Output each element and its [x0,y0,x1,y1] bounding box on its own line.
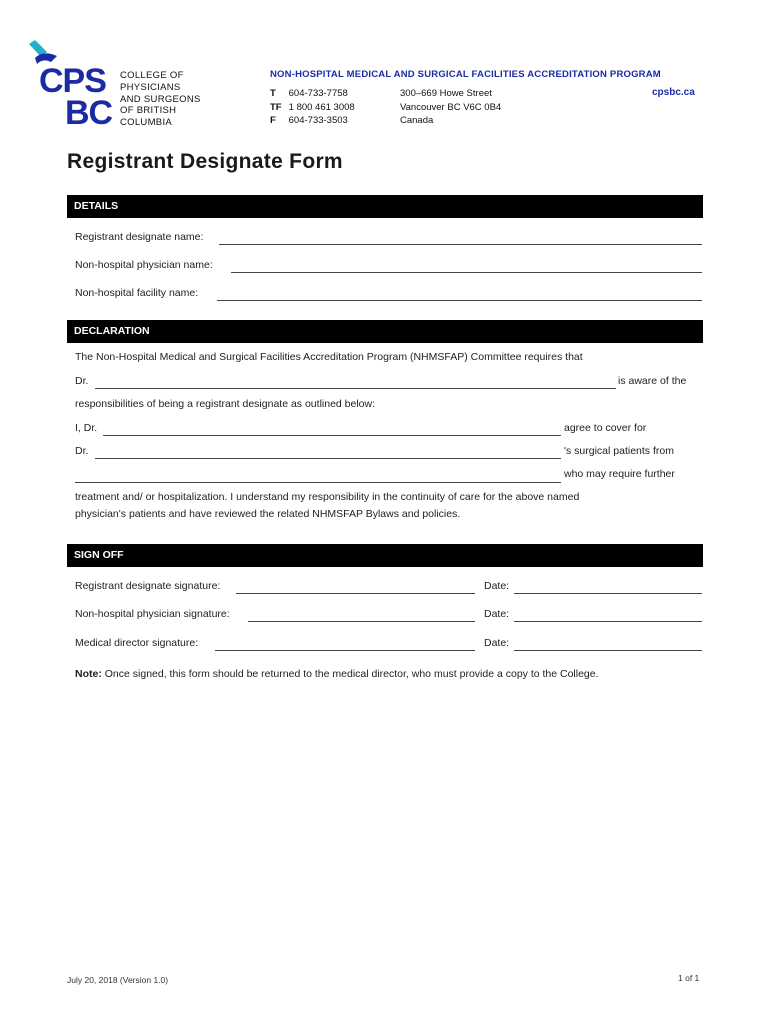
svg-text:CPS: CPS [39,62,106,100]
logo-line: COLLEGE OF [120,70,184,81]
details-heading: DETAILS [67,195,703,218]
responsibilities-text: responsibilities of being a registrant designate as outlined below: [75,398,376,410]
address [400,87,501,128]
director-date-field[interactable] [514,650,702,651]
further-text: who may require further [564,468,675,480]
dr-label-1: Dr. [75,375,89,387]
website-link[interactable]: cpsbc.ca [652,87,695,98]
i-dr-label: I, Dr. [75,422,98,434]
logo-line: COLUMBIA [120,117,173,129]
address-line: Vancouver BC V6C 0B4 [400,101,502,113]
facility-name-label: Non-hospital facility name: [75,287,199,299]
covered-doctor-field[interactable] [95,458,561,459]
address-line: Canada [400,115,434,126]
director-signature-field[interactable] [215,650,475,651]
date-label: Date: [484,608,510,620]
declaration-heading: DECLARATION [67,320,703,343]
registrant-signature-field[interactable] [236,593,475,594]
dr-label-2: Dr. [75,445,89,457]
contact-phone: T 604-733-7758 [270,88,348,99]
contact-tollfree: TF 1 800 461 3008 [270,101,355,113]
logo-line: AND SURGEONS [120,93,201,105]
patient-dates-field[interactable] [75,482,561,483]
logo-college-name [120,70,201,129]
footer-version: July 20, 2018 (Version 1.0) [67,975,169,985]
signoff-heading: SIGN OFF [67,544,703,567]
page-title: Registrant Designate Form [67,150,343,173]
contact-fax: F 604-733-3503 [270,115,348,126]
declaration-paragraph-1: treatment and/ or hospitalization. I understand my responsibility in the continuity of care for the above named [75,491,580,503]
aware-text: is aware of the [618,375,687,387]
registrant-name-field[interactable] [219,244,702,245]
registrant-doctor-field[interactable] [95,388,616,389]
registrant-date-field[interactable] [514,593,702,594]
physician-signature-field[interactable] [248,621,475,622]
physician-signature-label: Non-hospital physician signature: [75,608,230,620]
covering-doctor-field[interactable] [103,435,561,436]
svg-text:BC: BC [65,94,113,130]
physician-date-field[interactable] [514,621,702,622]
address-line: 300–669 Howe Street [400,88,492,99]
agree-text: agree to cover for [564,422,647,434]
contact-numbers [270,87,355,128]
physician-name-label: Non-hospital physician name: [75,259,213,271]
note [75,668,599,680]
facility-name-field[interactable] [217,300,702,301]
surgical-patients-text: 's surgical patients from [564,445,674,457]
director-signature-label: Medical director signature: [75,637,199,649]
date-label: Date: [484,580,510,592]
physician-name-field[interactable] [231,272,702,273]
declaration-paragraph-2: physician's patients and have reviewed the related NHMSFAP Bylaws and policies. [75,508,461,520]
registrant-signature-label: Registrant designate signature: [75,580,221,592]
logo-line: PHYSICIANS [120,81,181,93]
date-label: Date: [484,637,510,649]
registrant-name-label: Registrant designate name: [75,231,204,243]
footer-page-number: 1 of 1 [678,973,700,983]
declaration-intro: The Non-Hospital Medical and Surgical Facilities Accreditation Program (NHMSFAP) Committee requires that [75,351,583,363]
note-text: Once signed, this form should be returned to the medical director, who must provide a copy to the College. [104,668,599,680]
note-label: Note: [75,668,102,680]
program-title: NON-HOSPITAL MEDICAL AND SURGICAL FACILITIES ACCREDITATION PROGRAM [270,69,661,80]
logo-line: OF BRITISH [120,105,177,117]
